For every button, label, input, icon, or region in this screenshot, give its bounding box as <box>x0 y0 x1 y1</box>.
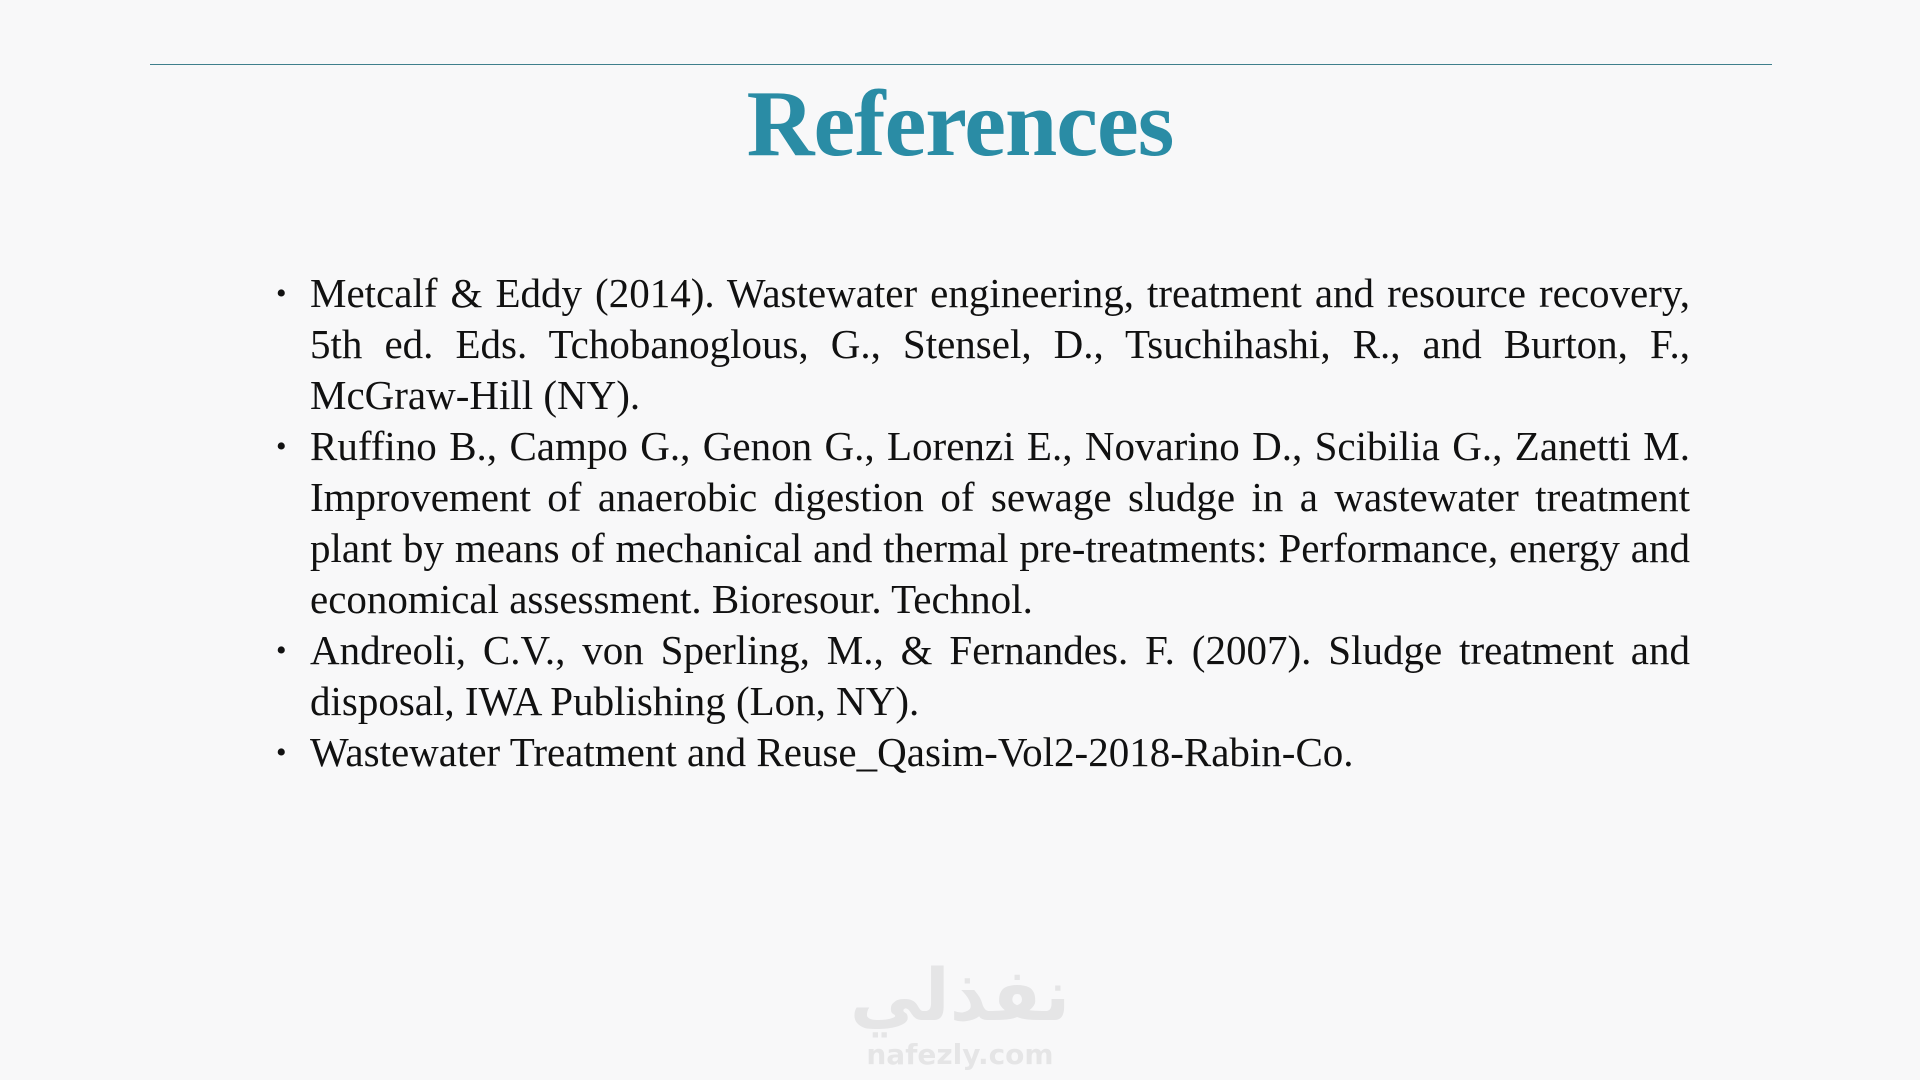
bullet-icon: • <box>276 736 287 769</box>
reference-text: Ruffino B., Campo G., Genon G., Lorenzi E., Novarino D., Scibilia G., Zanetti M. Improvement of anaerobic digestion of sewage sludge in a wastewater treatment plant by means of mechanical and thermal pre-treatments: Performance, energy and economical assessment. Bioresour. Technol. <box>310 423 1690 622</box>
reference-text: Metcalf & Eddy (2014). Wastewater engineering, treatment and resource recovery, 5th ed. Eds. Tchobanoglous, G., Stensel, D., Tsuchihashi, R., and Burton, F., McGraw-Hill (NY). <box>310 270 1690 418</box>
reference-text: Andreoli, C.V., von Sperling, M., & Fernandes. F. (2007). Sludge treatment and disposal, IWA Publishing (Lon, NY). <box>310 627 1690 724</box>
watermark-url-text: nafezly.com <box>866 1038 1054 1071</box>
watermark-logo <box>835 955 1085 1080</box>
slide-title: References <box>746 72 1174 176</box>
reference-text: Wastewater Treatment and Reuse_Qasim-Vol2-2018-Rabin-Co. <box>310 729 1354 775</box>
reference-item <box>270 421 1690 625</box>
bullet-icon: • <box>276 634 287 667</box>
top-divider-line <box>150 64 1772 65</box>
reference-item <box>270 727 1690 778</box>
bullet-icon: • <box>276 430 287 463</box>
reference-item <box>270 625 1690 727</box>
reference-item <box>270 268 1690 421</box>
watermark-arabic-text: نفذلي <box>849 953 1071 1037</box>
bullet-icon: • <box>276 277 287 310</box>
references-list <box>270 268 1690 778</box>
